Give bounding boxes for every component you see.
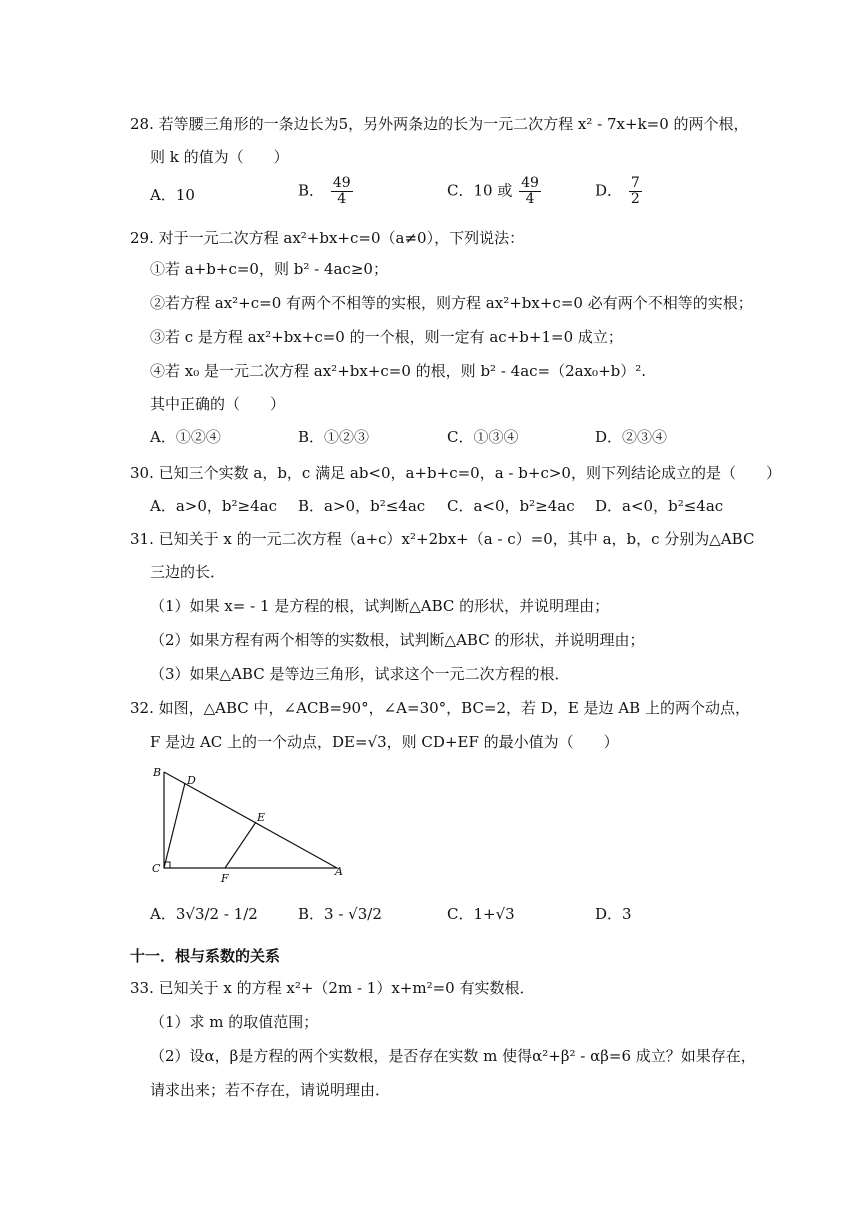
q29-option-c: C．①③④ — [447, 428, 519, 446]
q28-line1: 28. 若等腰三角形的一条边长为5，另外两条边的长为一元二次方程 x² - 7x+k=0 的两个根， — [130, 115, 749, 133]
q29-statement-1: ①若 a+b+c=0，则 b² - 4ac≥0； — [150, 260, 388, 278]
q31-part-1: （1）如果 x= - 1 是方程的根，试判断△ABC 的形状，并说明理由； — [150, 597, 610, 615]
q29-option-d: D．②③④ — [595, 428, 668, 446]
q28-option-c: C．10 或 $\frac{49}{4}$ — [447, 175, 539, 207]
fraction: $\frac{49}{4}$ — [332, 175, 351, 207]
q29-option-b: B．①②③ — [298, 428, 370, 446]
q33-part-1: （1）求 m 的取值范围； — [150, 1013, 319, 1031]
q30-option-b: B．a>0，b²≤4ac — [298, 497, 426, 515]
q28-options — [0, 176, 860, 216]
segment-ef — [225, 822, 256, 868]
q31-line2: 三边的长． — [150, 563, 226, 581]
q29-line1: 29. 对于一元二次方程 ax²+bx+c=0（a≠0），下列说法： — [130, 229, 525, 247]
q30-option-d: D．a<0，b²≤4ac — [595, 497, 724, 515]
label-a: A — [335, 865, 343, 878]
section-heading: 十一．根与系数的关系 — [130, 947, 281, 965]
q31-part-2: （2）如果方程有两个相等的实数根，试判断△ABC 的形状，并说明理由； — [150, 631, 645, 649]
label-d: D — [187, 774, 196, 787]
label-e: E — [257, 811, 266, 824]
q28-option-a: A．10 — [150, 186, 195, 204]
q31-part-3: （3）如果△ABC 是等边三角形，试求这个一元二次方程的根． — [150, 665, 570, 683]
label-f: F — [221, 872, 229, 885]
q28-line2: 则 k 的值为（ ） — [150, 148, 289, 166]
q32-option-a: A．3√3/2 - 1/2 — [150, 905, 258, 923]
q28-option-b: B． $\frac{49}{4}$ — [298, 175, 351, 207]
q28-option-d: D． $\frac{7}{2}$ — [595, 175, 640, 207]
q29-option-a: A．①②④ — [150, 428, 221, 446]
fraction: $\frac{49}{4}$ — [521, 175, 539, 207]
q32-line1: 32. 如图，△ABC 中，∠ACB=90°，∠A=30°，BC=2，若 D，E 是边 AB 上的两个动点， — [130, 699, 750, 717]
q33-part-2: （2）设α，β是方程的两个实数根，是否存在实数 m 使得α²+β² - αβ=6 成立？如果存在， — [150, 1047, 756, 1065]
q30-option-a: A．a>0，b²≥4ac — [150, 497, 277, 515]
q31-line1: 31. 已知关于 x 的一元二次方程（a+c）x²+2bx+（a - c）=0，其中 a，b，c 分别为△ABC — [130, 530, 755, 548]
q29-statement-4: ④若 x₀ 是一元二次方程 ax²+bx+c=0 的根，则 b² - 4ac=（2ax₀+b）². — [150, 362, 647, 380]
segment-cd — [164, 783, 185, 868]
q30-option-c: C．a<0，b²≥4ac — [447, 497, 575, 515]
q32-option-d: D．3 — [595, 905, 632, 923]
q29-statement-2: ②若方程 ax²+c=0 有两个不相等的实根，则方程 ax²+bx+c=0 必有两个不相等的实根； — [150, 294, 753, 312]
q32-option-c: C．1+√3 — [447, 905, 515, 923]
q32-option-b: B．3 - √3/2 — [298, 905, 382, 923]
label-c: C — [152, 862, 161, 875]
q29-prompt: 其中正确的（ ） — [150, 395, 286, 413]
label-b: B — [153, 766, 162, 779]
triangle-figure — [145, 760, 360, 885]
q33-part-3: 请求出来；若不存在，请说明理由． — [150, 1081, 391, 1099]
q32-line2: F 是边 AC 上的一个动点，DE=√3，则 CD+EF 的最小值为（ ） — [150, 733, 619, 751]
fraction: $\frac{7}{2}$ — [630, 175, 640, 207]
q33-line1: 33. 已知关于 x 的方程 x²+（2m - 1）x+m²=0 有实数根． — [130, 979, 535, 997]
q30-line1: 30. 已知三个实数 a，b，c 满足 ab<0，a+b+c=0，a - b+c>0，则下列结论成立的是（ ） — [130, 464, 781, 482]
q29-statement-3: ③若 c 是方程 ax²+bx+c=0 的一个根，则一定有 ac+b+1=0 成立； — [150, 328, 623, 346]
